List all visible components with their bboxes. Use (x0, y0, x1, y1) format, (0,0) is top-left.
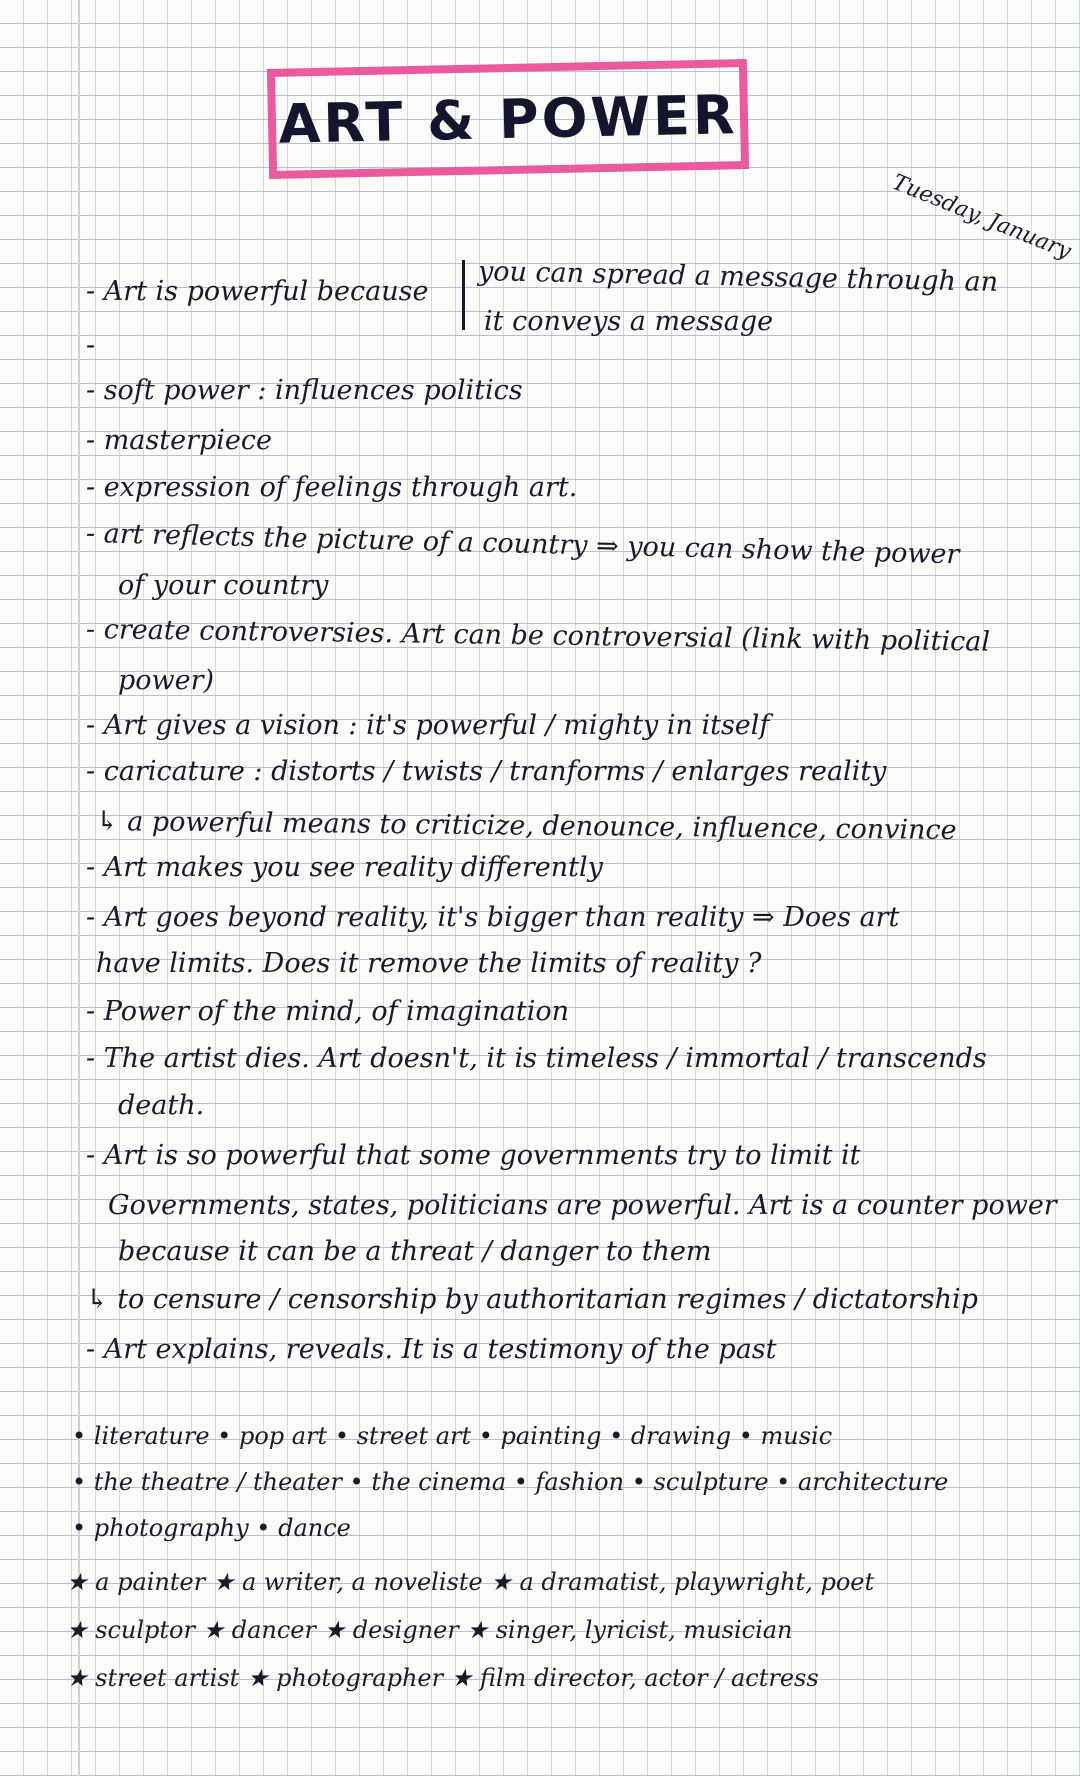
note-line: - (86, 330, 96, 361)
note-line: - Art makes you see reality differently (86, 852, 603, 883)
date: Tuesday, January (888, 170, 1075, 265)
artists-row: ★ a painter ★ a writer, a noveliste ★ a dramatist, playwright, poet (66, 1568, 875, 1596)
note-line: - Art goes beyond reality, it's bigger than reality ⇒ Does art (86, 902, 900, 933)
note-line: - Art is powerful because (86, 276, 429, 307)
art-forms-row: • photography • dance (72, 1514, 351, 1542)
brace-mark (462, 260, 465, 330)
note-line: - create controversies. Art can be controversial (link with political (85, 614, 991, 658)
note-line: - caricature : distorts / twists / tranforms / enlarges reality (86, 756, 887, 787)
artists-row: ★ street artist ★ photographer ★ film director, actor / actress (66, 1664, 819, 1692)
note-line: - Art is so powerful that some governments try to limit it (86, 1140, 861, 1171)
note-line: of your country (118, 570, 329, 601)
page-title: ART & POWER (277, 82, 739, 156)
note-line: - soft power : influences politics (86, 375, 523, 406)
margin-line (78, 0, 80, 1776)
note-line: - Power of the mind, of imagination (86, 996, 570, 1027)
note-line: have limits. Does it remove the limits of reality ? (96, 948, 762, 979)
note-line: ↳ to censure / censorship by authoritarian regimes / dictatorship (86, 1284, 978, 1315)
note-line: ↳ a powerful means to criticize, denounce, influence, convince (95, 806, 957, 847)
note-line: death. (118, 1090, 205, 1121)
note-line: - art reflects the picture of a country ⇒ you can show the power (85, 518, 960, 571)
note-line: because it can be a threat / danger to them (118, 1236, 712, 1267)
note-line: it conveys a message (484, 306, 774, 337)
note-line: - Art gives a vision : it's powerful / mighty in itself (86, 710, 770, 741)
note-line: - Art explains, reveals. It is a testimony of the past (86, 1334, 777, 1365)
title-box (267, 59, 749, 179)
note-line: Governments, states, politicians are powerful. Art is a counter power (108, 1190, 1057, 1221)
artists-row: ★ sculptor ★ dancer ★ designer ★ singer, lyricist, musician (66, 1616, 793, 1644)
art-forms-row: • literature • pop art • street art • painting • drawing • music (72, 1422, 833, 1450)
art-forms-row: • the theatre / theater • the cinema • fashion • sculpture • architecture (72, 1468, 949, 1496)
note-line: - The artist dies. Art doesn't, it is timeless / immortal / transcends (86, 1043, 987, 1074)
note-line: - masterpiece (86, 425, 272, 456)
note-line: power) (118, 665, 215, 696)
note-line: you can spread a message through an (477, 256, 999, 298)
note-line: - expression of feelings through art. (86, 472, 578, 503)
